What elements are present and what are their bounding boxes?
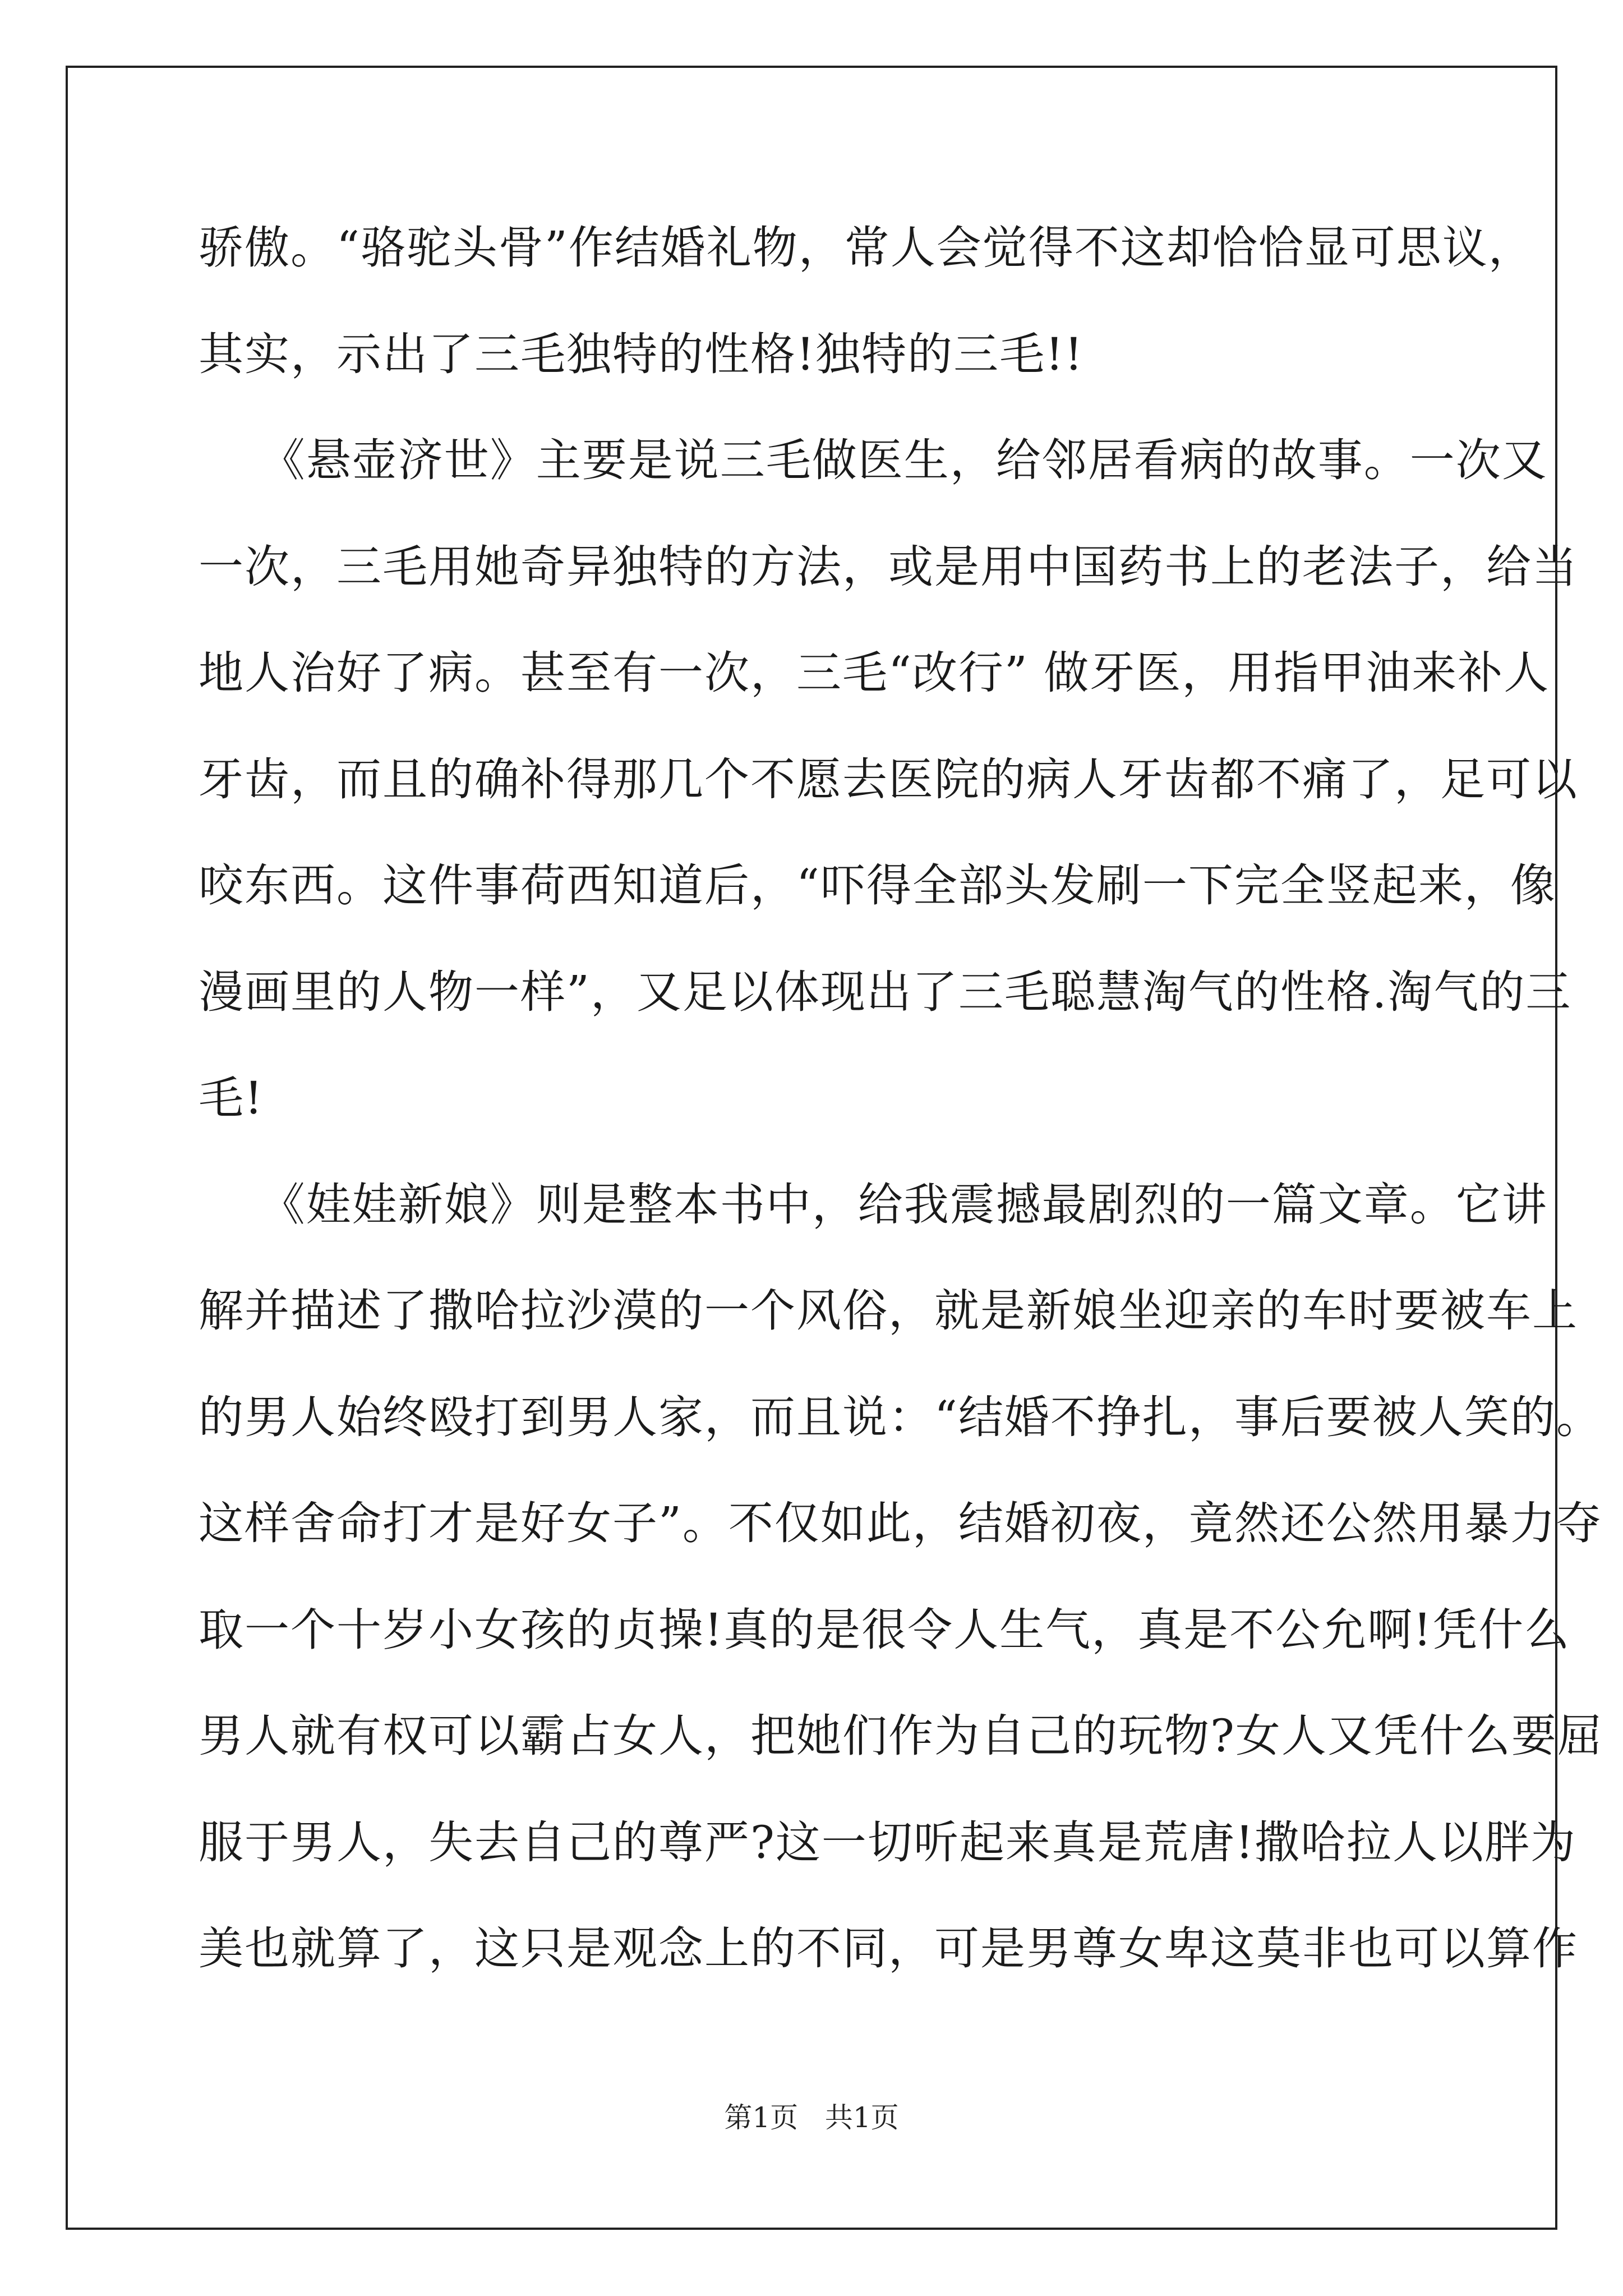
text-line: 咬东西。这件事荷西知道后，“吓得全部头发刷一下完全竖起来，像 xyxy=(199,859,1556,912)
text-line: 美也就算了，这只是观念上的不同，可是男尊女卑这莫非也可以算作 xyxy=(199,1922,1578,1975)
page-footer xyxy=(0,2101,1623,2134)
text-line: 其实，示出了三毛独特的性格!独特的三毛!! xyxy=(199,328,1084,380)
text-line: 一次，三毛用她奇异独特的方法，或是用中国药书上的老法子，给当 xyxy=(199,540,1578,593)
text-line: 《悬壶济世》主要是说三毛做医生，给邻居看病的故事。一次又 xyxy=(199,434,1548,486)
text-line: 毛! xyxy=(199,1072,264,1124)
text-line: 男人就有权可以霸占女人，把她们作为自己的玩物?女人又凭什么要屈 xyxy=(199,1710,1603,1762)
text-line: 地人治好了病。甚至有一次，三毛“改行” 做牙医，用指甲油来补人 xyxy=(199,647,1550,699)
document-body xyxy=(199,195,1603,2002)
page-number: 第1页 共1页 xyxy=(724,2101,899,2134)
text-line: 的男人始终殴打到男人家，而且说：“结婚不挣扎，事后要被人笑的。 xyxy=(199,1391,1602,1443)
text-line: 骄傲。“骆驼头骨”作结婚礼物，常人会觉得不这却恰恰显可思议， xyxy=(199,222,1534,274)
text-line: 漫画里的人物一样”，又足以体现出了三毛聪慧淘气的性格.淘气的三 xyxy=(199,965,1572,1018)
text-line: 这样舍命打才是好女子”。不仅如此，结婚初夜，竟然还公然用暴力夺 xyxy=(199,1497,1602,1549)
text-line: 牙齿，而且的确补得那几个不愿去医院的病人牙齿都不痛了，足可以 xyxy=(199,753,1578,806)
text-line: 解并描述了撒哈拉沙漠的一个风俗，就是新娘坐迎亲的车时要被车上 xyxy=(199,1285,1578,1337)
text-line: 取一个十岁小女孩的贞操!真的是很令人生气，真是不公允啊!凭什么 xyxy=(199,1603,1571,1656)
text-line: 《娃娃新娘》则是整本书中，给我震撼最剧烈的一篇文章。它讲 xyxy=(199,1178,1548,1231)
text-line: 服于男人，失去自己的尊严?这一切听起来真是荒唐!撒哈拉人以胖为 xyxy=(199,1816,1577,1869)
